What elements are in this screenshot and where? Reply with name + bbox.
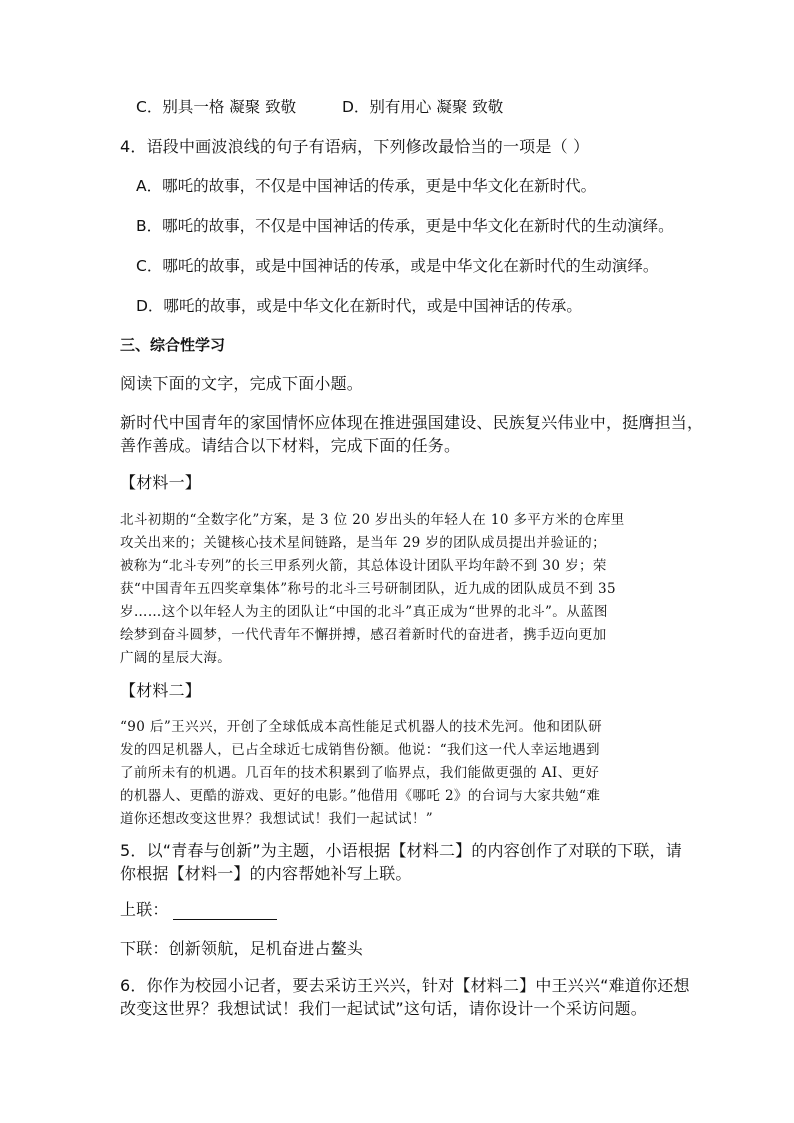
upper-couplet-row — [120, 900, 277, 920]
section-3-intro: 阅读下面的文字，完成下面小题。 — [120, 374, 364, 393]
question-4-stem: 4．语段中画波浪线的句子有语病，下列修改最恰当的一项是（ ） — [120, 137, 590, 156]
material-1-line: 攻关出来的；关键核心技术星间链路，是当年 29 岁的团队成员提出并验证的； — [120, 535, 607, 551]
material-1-line: 获“中国青年五四奖章集体”称号的北斗三号研制团队，近九成的团队成员不到 35 — [120, 581, 616, 597]
lower-couplet: 下联：创新领航，足机奋进占鳌头 — [120, 939, 364, 958]
question-5-line-2: 你根据【材料一】的内容帮她补写上联。 — [120, 864, 412, 883]
material-1-line: 绘梦到奋斗圆梦，一代代青年不懈拼搏，感召着新时代的奋进者，携手迈向更加 — [120, 627, 607, 643]
material-1-line: 北斗初期的“全数字化”方案，是 3 位 20 岁出头的年轻人在 10 多平方米的仓库里 — [120, 512, 625, 528]
question-6-line-2: 改变这世界？我想试试！我们一起试试”这句话，请你设计一个采访问题。 — [120, 999, 647, 1018]
question-6-line-1: 6．你作为校园小记者，要去采访王兴兴，针对【材料二】中王兴兴“难道你还想 — [120, 976, 690, 995]
material-1-line: 广阔的星辰大海。 — [120, 650, 232, 666]
material-2-text — [120, 716, 680, 831]
material-1-line: 被称为“北斗专列”的长三甲系列火箭，其总体设计团队平均年龄不到 30 岁；荣 — [120, 558, 607, 574]
section-3-title: 三、综合性学习 — [120, 336, 226, 354]
material-2-line: 道你还想改变这世界？我想试试！我们一起试试！” — [120, 811, 434, 827]
section-3-lead-line-1: 新时代中国青年的家国情怀应体现在推进强国建设、民族复兴伟业中，挺膺担当， — [120, 413, 704, 432]
material-1-text — [120, 509, 680, 670]
option-c: C．别具一格 凝聚 致敬 — [136, 98, 297, 116]
q4-option-a: A．哪吒的故事，不仅是中国神话的传承，更是中华文化在新时代。 — [136, 177, 597, 195]
question-5-line-1: 5．以“青春与创新”为主题，小语根据【材料二】的内容创作了对联的下联，请 — [120, 841, 682, 860]
upper-couplet-blank[interactable] — [173, 903, 277, 920]
upper-couplet-label: 上联： — [120, 900, 169, 919]
material-2-line: 发的四足机器人，已占全球近七成销售份额。他说：“我们这一代人幸运地遇到 — [120, 742, 600, 758]
material-2-line: 了前所未有的机遇。几百年的技术积累到了临界点，我们能做更强的 AI、更好 — [120, 765, 600, 781]
q4-option-c: C．哪吒的故事，或是中国神话的传承，或是中华文化在新时代的生动演绎。 — [136, 257, 659, 275]
material-2-label: 【材料二】 — [120, 681, 202, 700]
q4-option-d: D．哪吒的故事，或是中华文化在新时代，或是中国神话的传承。 — [136, 297, 582, 315]
option-d: D．别有用心 凝聚 致敬 — [342, 98, 504, 116]
material-2-line: “90 后”王兴兴，开创了全球低成本高性能足式机器人的技术先河。他和团队研 — [120, 719, 603, 735]
material-2-line: 的机器人、更酷的游戏、更好的电影。”他借用《哪吒 2》的台词与大家共勉“难 — [120, 788, 601, 804]
material-1-line: 岁……这个以年轻人为主的团队让“中国的北斗”真正成为“世界的北斗”。从蓝图 — [120, 604, 608, 620]
section-3-lead-line-2: 善作善成。请结合以下材料，完成下面的任务。 — [120, 436, 461, 455]
q4-option-b: B．哪吒的故事，不仅是中国神话的传承，更是中华文化在新时代的生动演绎。 — [136, 217, 674, 235]
material-1-label: 【材料一】 — [120, 473, 202, 492]
